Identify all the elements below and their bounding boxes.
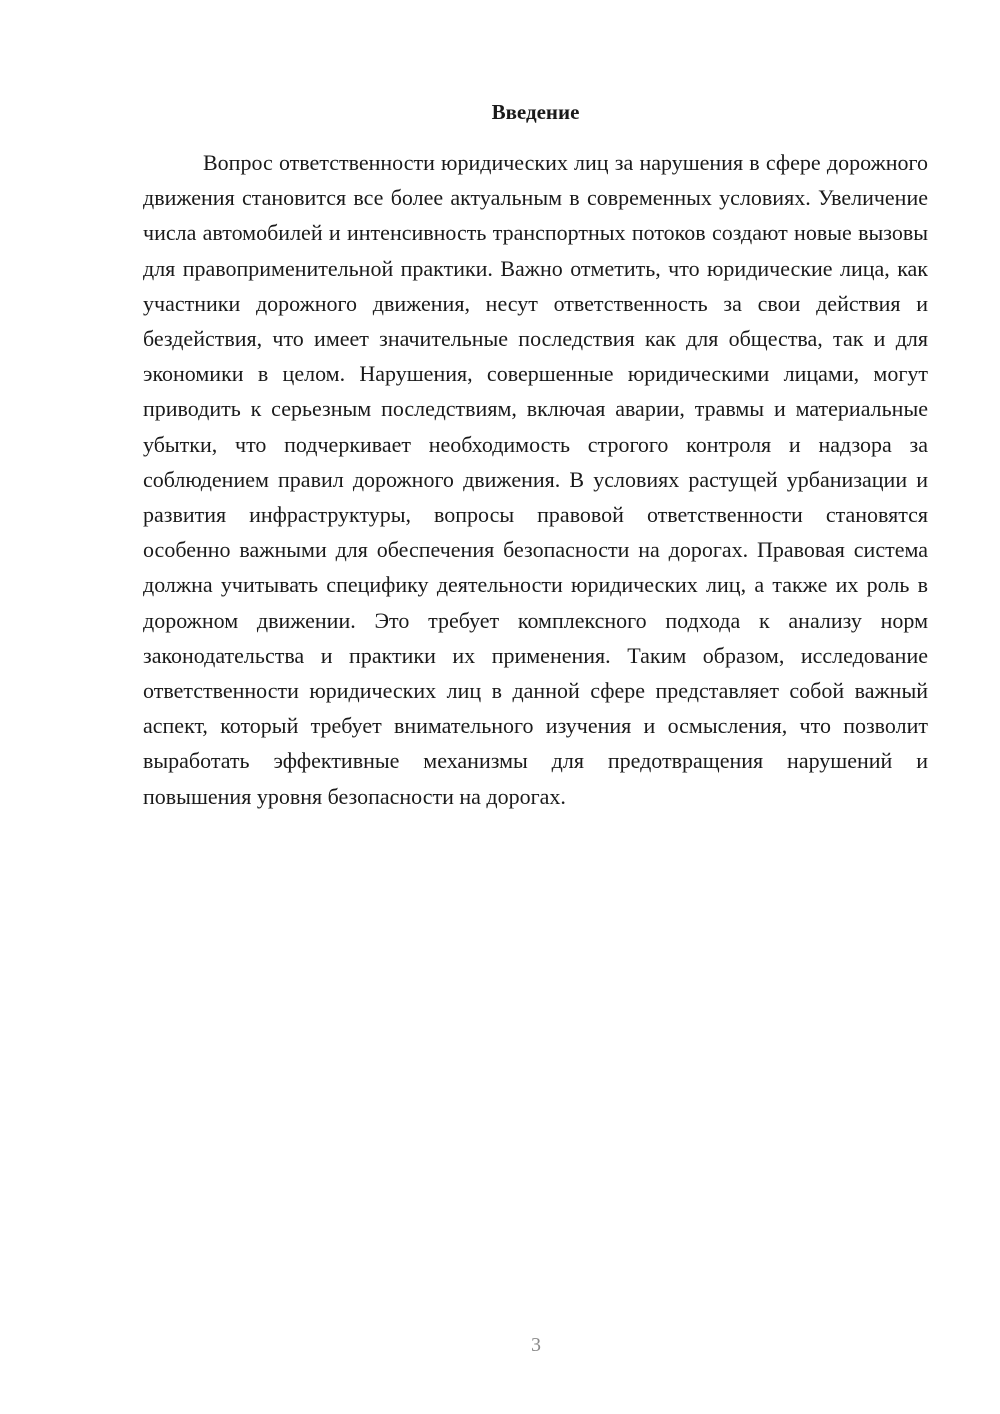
page-number: 3 bbox=[531, 1334, 541, 1356]
body-paragraph: Вопрос ответственности юридических лиц за нарушения в сфере дорожного движения становится все более актуальным в современных условиях. Увеличение числа автомобилей и интенсивность транспортных потоков создают новые вызовы для правоприменительной практики. Важно отметить, что юридические лица, как участники дорожного движения, несут ответственность за свои действия и бездействия, что имеет значительные последствия как для общества, так и для экономики в целом. Нарушения, совершенные юридическими лицами, могут приводить к серьезным последствиям, включая аварии, травмы и материальные убытки, что подчеркивает необходимость строгого контроля и надзора за соблюдением правил дорожного движения. В условиях растущей урбанизации и развития инфраструктуры, вопросы правовой ответственности становятся особенно важными для обеспечения безопасности на дорогах. Правовая система должна учитывать специфику деятельности юридических лиц, а также их роль в дорожном движении. Это требует комплексного подхода к анализу норм законодательства и практики их применения. Таким образом, исследование ответственности юридических лиц в данной сфере представляет собой важный аспект, который требует внимательного изучения и осмысления, что позволит выработать эффективные механизмы для предотвращения нарушений и повышения уровня безопасности на дорогах. bbox=[143, 150, 928, 809]
section-heading: Введение bbox=[491, 100, 580, 124]
